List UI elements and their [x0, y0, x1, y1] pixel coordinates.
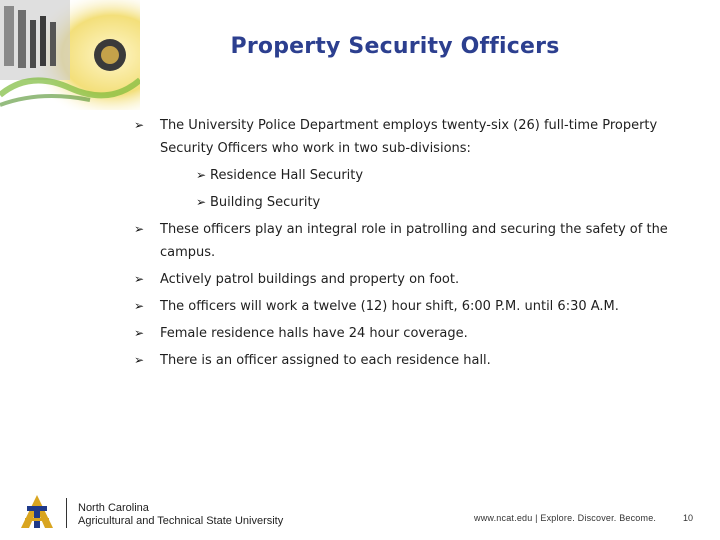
footer-university-name [78, 502, 283, 528]
arrow-bullet-icon: ➢ [134, 118, 145, 132]
footer-name-line2: Agricultural and Technical State University [78, 515, 284, 527]
sub-bullet-text: Building Security [210, 195, 321, 210]
footer-website-tagline: www.ncat.edu | Explore. Discover. Become. [474, 513, 657, 523]
page-number: 10 [683, 513, 694, 523]
sub-bullet-item [134, 191, 694, 214]
bullet-item [134, 349, 694, 372]
arrow-bullet-icon: ➢ [196, 195, 207, 209]
decorative-corner-collage [0, 0, 140, 110]
footer-name-line1: North Carolina [78, 502, 149, 514]
bullet-text: These officers play an integral role in patrolling and securing the safety of the campus. [160, 222, 668, 260]
bullet-item [134, 218, 694, 264]
arrow-bullet-icon: ➢ [196, 168, 207, 182]
footer-divider [66, 498, 67, 528]
arrow-bullet-icon: ➢ [134, 272, 145, 286]
bullet-text: Actively patrol buildings and property on foot. [160, 272, 460, 287]
arrow-bullet-icon: ➢ [134, 222, 145, 236]
bullet-item [134, 114, 694, 160]
bullet-item [134, 322, 694, 345]
bullet-list [134, 114, 694, 376]
slide-title: Property Security Officers [230, 34, 560, 59]
bullet-text: There is an officer assigned to each residence hall. [160, 353, 491, 368]
arrow-bullet-icon: ➢ [134, 353, 145, 367]
bullet-item [134, 295, 694, 318]
bullet-text: Female residence halls have 24 hour coverage. [160, 326, 468, 341]
sub-bullet-item [134, 164, 694, 187]
arrow-bullet-icon: ➢ [134, 299, 145, 313]
ncat-logo-icon [20, 494, 54, 530]
arrow-bullet-icon: ➢ [134, 326, 145, 340]
bullet-text: The University Police Department employs twenty-six (26) full-time Property Security Officers who work in two sub-divisions: [160, 118, 658, 156]
bullet-text: The officers will work a twelve (12) hour shift, 6:00 P.M. until 6:30 A.M. [160, 299, 619, 314]
sub-bullet-text: Residence Hall Security [210, 168, 364, 183]
bullet-item [134, 268, 694, 291]
